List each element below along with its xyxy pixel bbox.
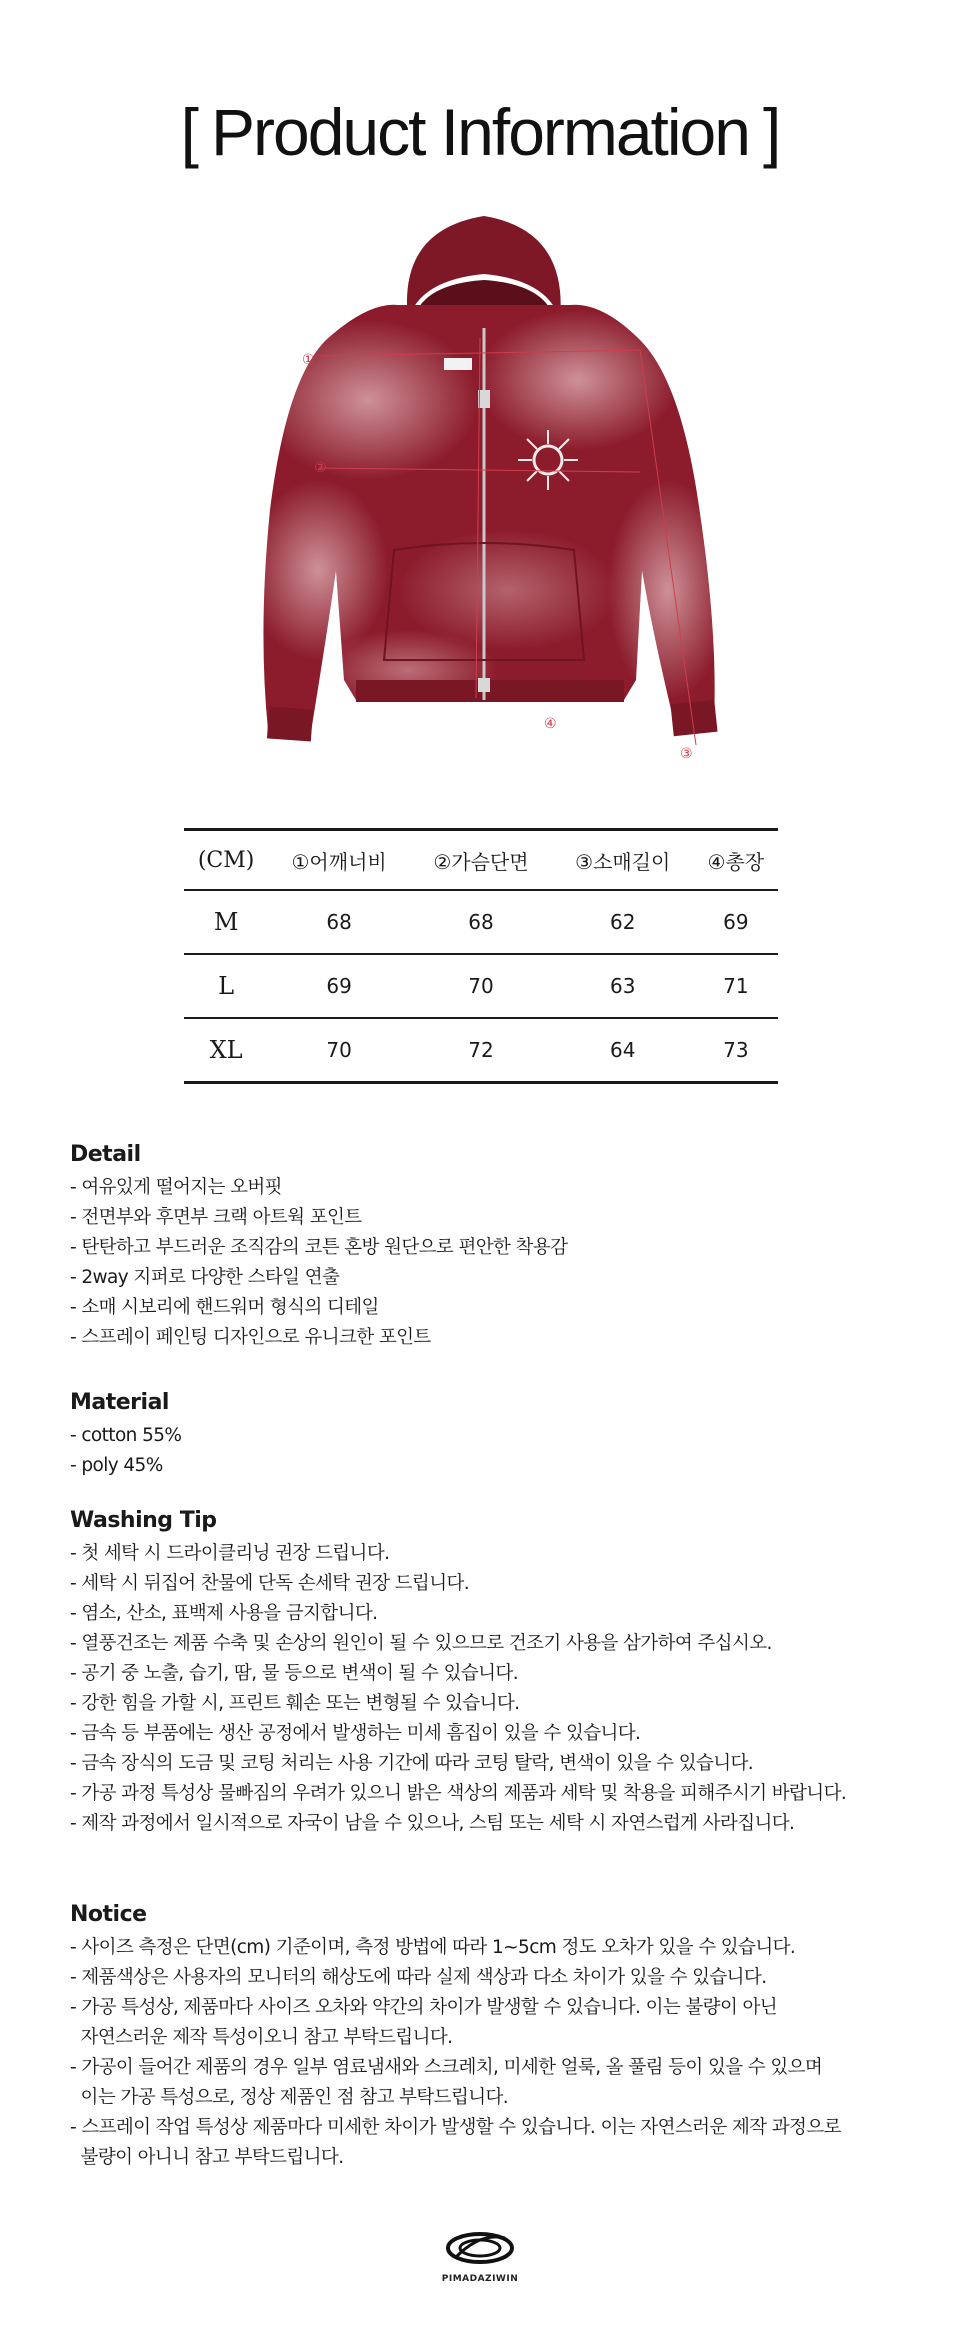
marker-4: ④ <box>544 716 557 732</box>
notice-list <box>70 1933 930 2173</box>
header-sleeve: ③소매길이 <box>552 830 694 891</box>
washing-list <box>70 1539 930 1839</box>
list-item: - 전면부와 후면부 크랙 아트웍 포인트 <box>70 1207 362 1228</box>
table-cell: 68 <box>410 890 552 954</box>
list-item: - cotton 55% <box>70 1425 182 1446</box>
table-cell: 72 <box>468 1038 494 1062</box>
size-table-header <box>184 830 778 891</box>
detail-heading: Detail <box>70 1142 141 1167</box>
list-item: - 공기 중 노출, 습기, 땀, 물 등으로 변색이 될 수 있습니다. <box>70 1663 518 1684</box>
table-row <box>184 890 778 954</box>
table-cell: 70 <box>326 1038 352 1062</box>
list-item: - 제작 과정에서 일시적으로 자국이 남을 수 있으나, 스팀 또는 세탁 시 자연스럽게 사라집니다. <box>70 1813 795 1834</box>
table-cell: 69 <box>694 890 778 954</box>
size-label: XL <box>209 1036 243 1064</box>
list-item: - 여유있게 떨어지는 오버핏 <box>70 1177 282 1198</box>
table-row <box>184 954 778 1018</box>
table-row <box>184 1018 778 1083</box>
notice-section <box>70 1902 930 2173</box>
table-cell: 71 <box>694 954 778 1018</box>
header-chest: ②가슴단면 <box>410 830 552 891</box>
list-item: 이는 가공 특성으로, 정상 제품인 점 참고 부탁드립니다. <box>70 2087 509 2108</box>
list-item: - 탄탄하고 부드러운 조직감의 코튼 혼방 원단으로 편안한 착용감 <box>70 1237 568 1258</box>
marker-3: ③ <box>680 746 693 762</box>
list-item: - 강한 힘을 가할 시, 프린트 훼손 또는 변형될 수 있습니다. <box>70 1693 520 1714</box>
list-item: - 가공 과정 특성상 물빠짐의 우려가 있으니 밝은 색상의 제품과 세탁 및 착용을 피해주시기 바랍니다. <box>70 1783 847 1804</box>
list-item: - 세탁 시 뒤집어 찬물에 단독 손세탁 권장 드립니다. <box>70 1573 470 1594</box>
marker-1: ① <box>302 352 315 368</box>
title-left-bracket: [ <box>180 95 198 169</box>
detail-list <box>70 1173 930 1353</box>
list-item: - 가공 특성상, 제품마다 사이즈 오차와 약간의 차이가 발생할 수 있습니다. 이는 불량이 아닌 <box>70 1997 778 2018</box>
size-table <box>184 828 778 1084</box>
list-item: - 소매 시보리에 핸드워머 형식의 디테일 <box>70 1297 379 1318</box>
list-item: - 사이즈 측정은 단면(cm) 기준이며, 측정 방법에 따라 1~5cm 정도 오차가 있을 수 있습니다. <box>70 1937 796 1958</box>
list-item: - 첫 세탁 시 드라이클리닝 권장 드립니다. <box>70 1543 390 1564</box>
washing-section <box>70 1508 930 1839</box>
notice-heading: Notice <box>70 1902 147 1927</box>
table-cell: 68 <box>268 890 410 954</box>
detail-section <box>70 1142 930 1353</box>
table-cell: 69 <box>268 954 410 1018</box>
brand-logo-text: PIMADAZIWIN <box>441 2274 519 2284</box>
list-item: 자연스러운 제작 특성이오니 참고 부탁드립니다. <box>70 2027 453 2048</box>
list-item: - 열풍건조는 제품 수축 및 손상의 원인이 될 수 있으므로 건조기 사용을 삼가하여 주십시오. <box>70 1633 772 1654</box>
hoodie-illustration <box>248 210 718 780</box>
list-item: - 2way 지퍼로 다양한 스타일 연출 <box>70 1267 340 1288</box>
size-label: L <box>184 954 268 1018</box>
table-cell: 73 <box>723 1038 749 1062</box>
material-section <box>70 1390 930 1481</box>
list-item: - 스프레이 작업 특성상 제품마다 미세한 차이가 발생할 수 있습니다. 이는 자연스러운 제작 과정으로 <box>70 2117 841 2138</box>
list-item: - 스프레이 페인팅 디자인으로 유니크한 포인트 <box>70 1327 431 1348</box>
list-item: 불량이 아니니 참고 부탁드립니다. <box>70 2147 344 2168</box>
header-unit: (CM) <box>184 830 268 891</box>
material-list <box>70 1421 930 1481</box>
header-shoulder: ①어깨너비 <box>268 830 410 891</box>
table-cell: 62 <box>552 890 694 954</box>
size-label: M <box>184 890 268 954</box>
list-item: - 가공이 들어간 제품의 경우 일부 염료냄새와 스크레치, 미세한 얼룩, 올 풀림 등이 있을 수 있으며 <box>70 2057 823 2078</box>
list-item: - 금속 장식의 도금 및 코팅 처리는 사용 기간에 따라 코팅 탈락, 변색이 있을 수 있습니다. <box>70 1753 754 1774</box>
brand-logo-mark <box>445 2228 515 2268</box>
header-length: ④총장 <box>694 830 778 891</box>
title-text: Product Information <box>211 95 749 169</box>
washing-heading: Washing Tip <box>70 1508 217 1533</box>
list-item: - 금속 등 부품에는 생산 공정에서 발생하는 미세 흠집이 있을 수 있습니다. <box>70 1723 641 1744</box>
table-cell: 63 <box>552 954 694 1018</box>
page-title <box>0 92 960 172</box>
table-cell: 64 <box>610 1038 636 1062</box>
brand-logo <box>430 2228 530 2308</box>
list-item: - 염소, 산소, 표백제 사용을 금지합니다. <box>70 1603 378 1624</box>
list-item: - 제품색상은 사용자의 모니터의 해상도에 따라 실제 색상과 다소 차이가 있을 수 있습니다. <box>70 1967 767 1988</box>
marker-2: ② <box>314 460 327 476</box>
list-item: - poly 45% <box>70 1455 163 1476</box>
product-image <box>248 210 718 780</box>
title-right-bracket: ] <box>762 95 780 169</box>
material-heading: Material <box>70 1390 169 1415</box>
table-cell: 70 <box>410 954 552 1018</box>
